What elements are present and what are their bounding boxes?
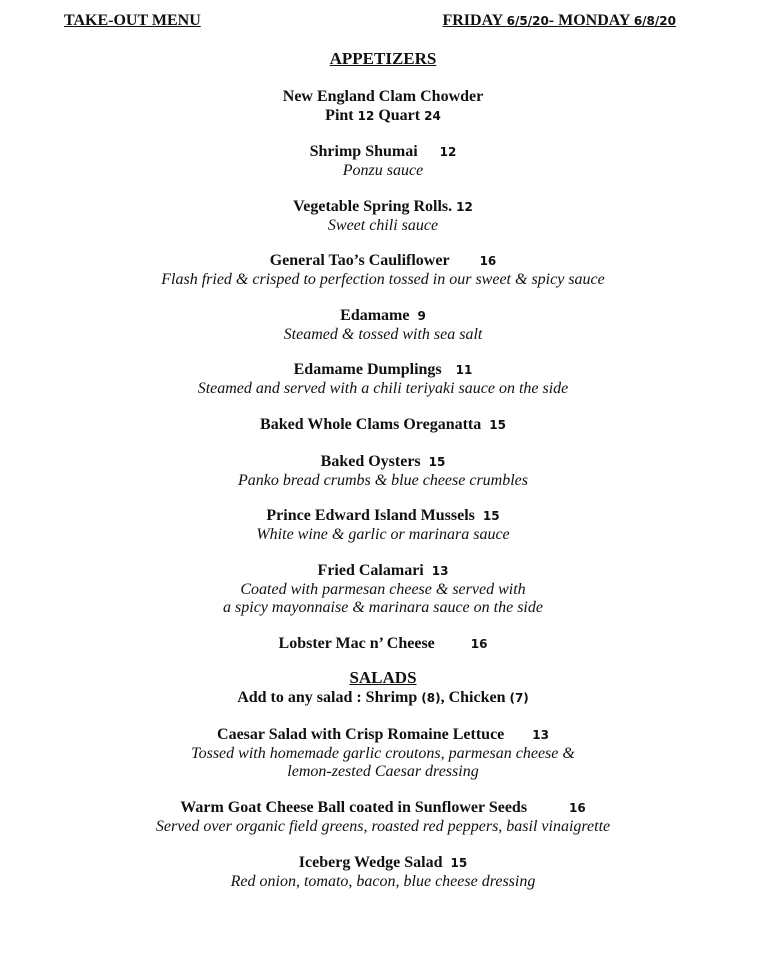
- menu-item-chowder: [0, 87, 766, 126]
- quart-label: Quart: [374, 107, 425, 124]
- item-title-line: [0, 306, 766, 326]
- item-name: Edamame: [340, 307, 410, 324]
- chowder-sizes: [0, 106, 766, 126]
- item-name: Fried Calamari: [317, 562, 424, 579]
- item-description: Red onion, tomato, bacon, blue cheese dressing: [230, 873, 536, 890]
- item-description: Coated with parmesan cheese & served with: [240, 581, 526, 598]
- menu-item-mussels: [0, 506, 766, 544]
- item-description: Ponzu sauce: [342, 162, 424, 179]
- shrimp-price: (8): [421, 691, 441, 705]
- menu-header: [64, 12, 676, 32]
- friday-label: FRIDAY: [442, 12, 507, 29]
- item-price: 11: [455, 363, 473, 377]
- pint-price: 12: [357, 109, 375, 123]
- item-name: Prince Edward Island Mussels: [266, 507, 475, 524]
- menu-item-iceberg: [0, 853, 766, 891]
- chicken-price: (7): [509, 691, 529, 705]
- item-title-line: [0, 725, 766, 745]
- item-price: 12: [456, 200, 473, 214]
- chicken-label: , Chicken: [440, 689, 510, 706]
- item-name: Edamame Dumplings: [293, 361, 442, 378]
- menu-item-oysters: [0, 452, 766, 490]
- addon-label: Add to any salad : Shrimp: [237, 689, 422, 706]
- friday-date: 6/5/20: [506, 14, 549, 28]
- menu-item-cauliflower: [0, 251, 766, 289]
- item-price: 16: [470, 637, 488, 651]
- item-name: Vegetable Spring Rolls.: [293, 198, 453, 215]
- item-description: lemon-zested Caesar dressing: [287, 763, 479, 780]
- item-title-line: [0, 561, 766, 581]
- item-name: Caesar Salad with Crisp Romaine Lettuce: [217, 726, 505, 743]
- item-description: Panko bread crumbs & blue cheese crumbles: [238, 472, 528, 489]
- item-description: Tossed with homemade garlic croutons, parmesan cheese &: [191, 745, 575, 762]
- item-name: Shrimp Shumai: [309, 143, 418, 160]
- monday-date: 6/8/20: [633, 14, 676, 28]
- item-name: Baked Oysters: [320, 453, 421, 470]
- item-title-line: [0, 197, 766, 217]
- item-name: Baked Whole Clams Oreganatta: [260, 416, 482, 433]
- item-title-line: [0, 251, 766, 271]
- item-title-line: [0, 853, 766, 873]
- menu-item-spring-rolls: [0, 197, 766, 235]
- menu-item-caesar: [0, 725, 766, 781]
- item-price: 15: [450, 856, 468, 870]
- item-name: Lobster Mac n’ Cheese: [278, 635, 435, 652]
- item-price: 12: [439, 145, 457, 159]
- quart-price: 24: [424, 109, 441, 123]
- item-description: Steamed & tossed with sea salt: [283, 326, 483, 343]
- item-description: Flash fried & crisped to perfection tossed in our sweet & spicy sauce: [161, 271, 605, 288]
- item-price: 15: [428, 455, 446, 469]
- item-description: Steamed and served with a chili teriyaki sauce on the side: [197, 380, 569, 397]
- item-description: Sweet chili sauce: [327, 217, 439, 234]
- item-price: 15: [482, 509, 500, 523]
- menu-item-calamari: [0, 561, 766, 617]
- item-price: 16: [569, 801, 586, 815]
- menu-item-dumplings: [0, 360, 766, 398]
- menu-title: TAKE-OUT MENU: [64, 12, 201, 29]
- item-title-line: [0, 506, 766, 526]
- section-appetizers: APPETIZERS: [329, 49, 437, 68]
- menu-item-goat-cheese: [0, 798, 766, 836]
- item-name: Iceberg Wedge Salad: [298, 854, 443, 871]
- item-description: White wine & garlic or marinara sauce: [256, 526, 510, 543]
- monday-label: - MONDAY: [548, 12, 634, 29]
- menu-item-shumai: [0, 142, 766, 180]
- item-title-line: [0, 415, 766, 435]
- addon-line: [0, 688, 766, 708]
- pint-label: Pint: [325, 107, 358, 124]
- item-title-line: [0, 142, 766, 162]
- item-description: Served over organic field greens, roasted red peppers, basil vinaigrette: [155, 818, 611, 835]
- section-salads: SALADS: [349, 668, 417, 687]
- item-name: Warm Goat Cheese Ball coated in Sunflower Seeds: [180, 799, 528, 816]
- menu-dates: [442, 12, 676, 30]
- item-description: a spicy mayonnaise & marinara sauce on the side: [223, 599, 543, 616]
- item-price: 9: [417, 309, 426, 323]
- item-price: 13: [431, 564, 449, 578]
- item-name: General Tao’s Cauliflower: [269, 252, 450, 269]
- item-title-line: [0, 634, 766, 654]
- item-title-line: [0, 360, 766, 380]
- item-price: 16: [479, 254, 497, 268]
- item-title-line: [0, 798, 766, 818]
- item-price: 15: [489, 418, 506, 432]
- menu-item-edamame: [0, 306, 766, 344]
- menu-item-lobster: [0, 634, 766, 654]
- salad-addons: [0, 688, 766, 708]
- item-price: 13: [532, 728, 549, 742]
- item-title-line: [0, 452, 766, 472]
- item-name: New England Clam Chowder: [282, 88, 484, 105]
- menu-item-clams: [0, 415, 766, 435]
